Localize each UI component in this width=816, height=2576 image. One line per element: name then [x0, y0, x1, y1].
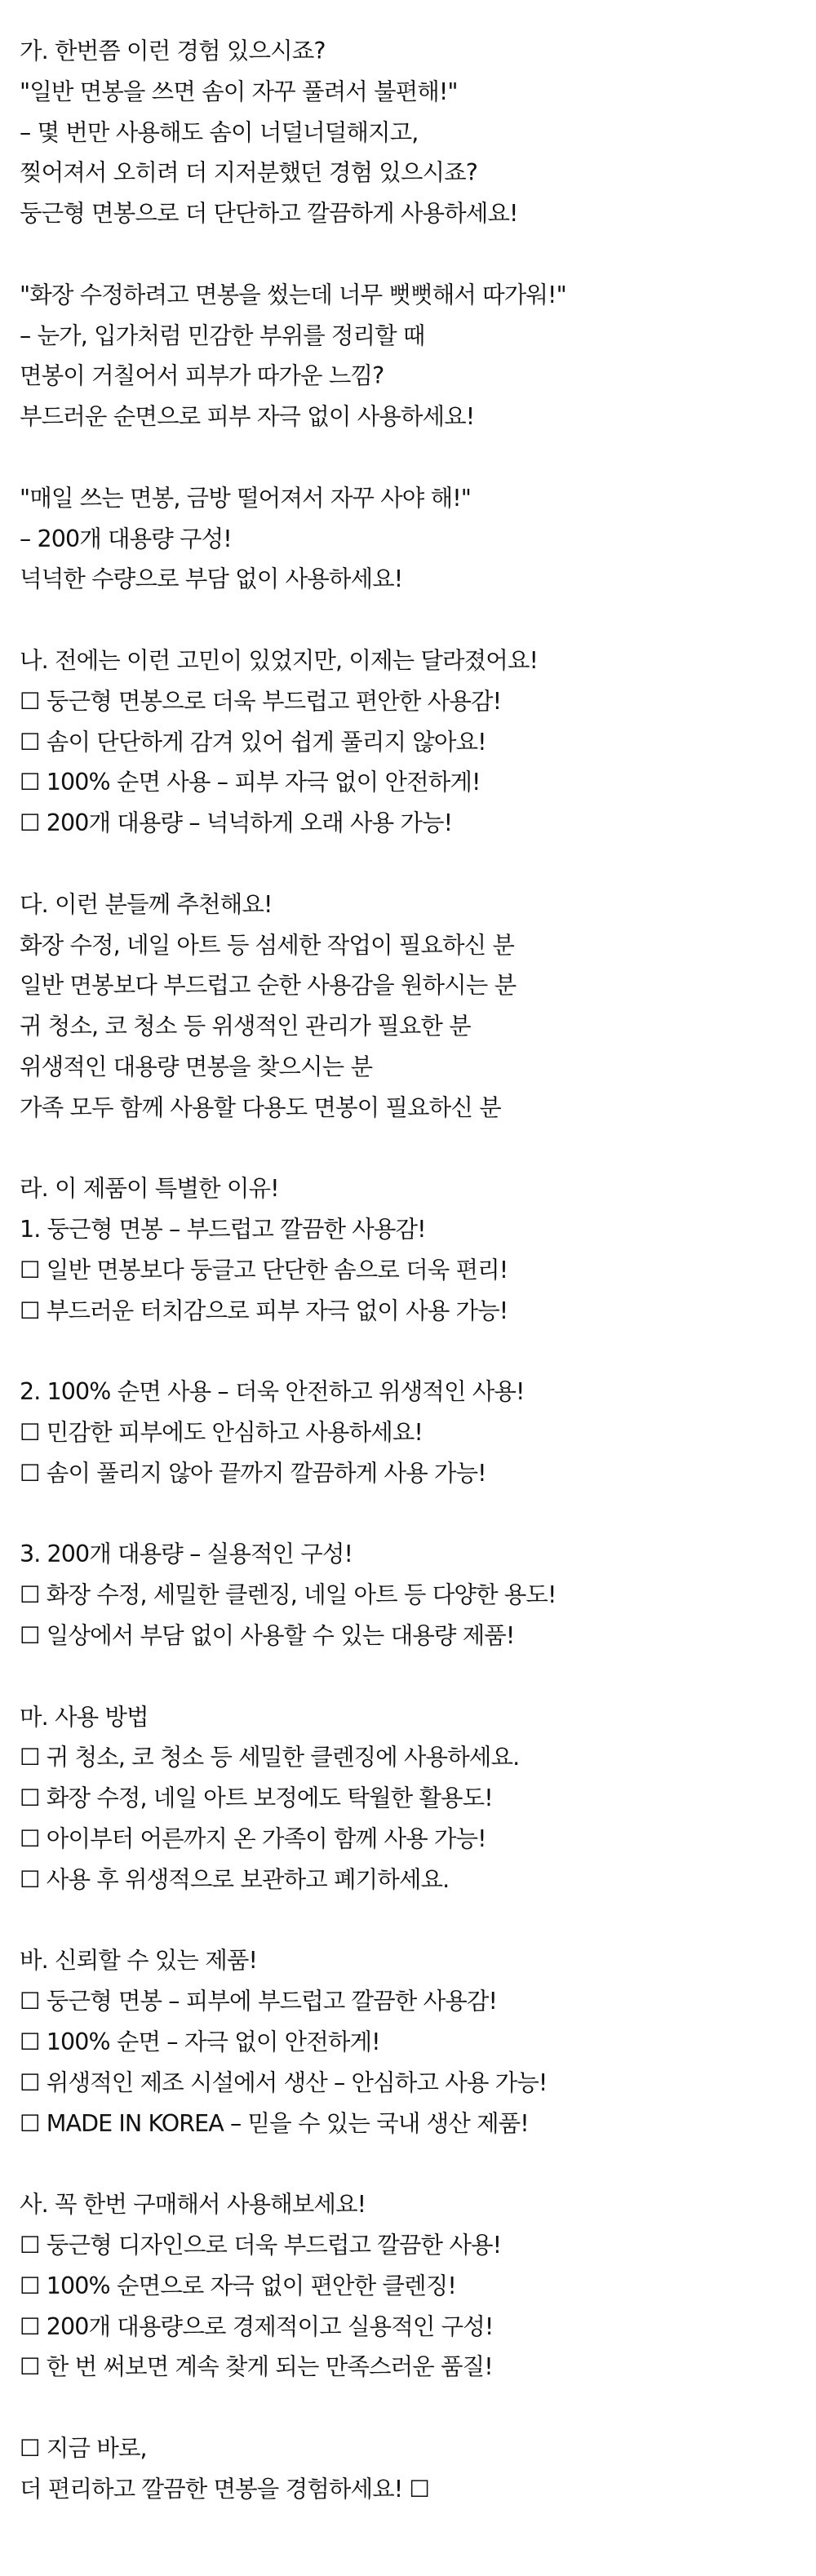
- text-line: "일반 면봉을 쓰면 솜이 자꾸 풀려서 불편해!": [20, 78, 458, 105]
- text-line: ☐ 100% 순면으로 자극 없이 편안한 클렌징!: [20, 2272, 456, 2299]
- text-line: ☐ 귀 청소, 코 청소 등 세밀한 클렌징에 사용하세요.: [20, 1744, 520, 1771]
- text-line: ☐ 한 번 써보면 계속 찾게 되는 만족스러운 품질!: [20, 2353, 493, 2381]
- paragraph-block: [20, 2184, 816, 2388]
- text-line: 둥근형 면봉으로 더 단단하고 깔끔하게 사용하세요!: [20, 200, 518, 228]
- paragraph-block: [20, 2428, 816, 2510]
- text-line: 일반 면봉보다 부드럽고 순한 사용감을 원하시는 분: [20, 972, 517, 1000]
- text-line: ☐ 100% 순면 사용 – 피부 자극 없이 안전하게!: [20, 769, 481, 796]
- paragraph-spacer: [20, 1494, 816, 1535]
- paragraph-block: [20, 1940, 816, 2144]
- paragraph-heading-line: ☐ 지금 바로,: [20, 2435, 147, 2463]
- paragraph-block: [20, 1168, 816, 1331]
- text-line: ☐ 둥근형 면봉으로 더욱 부드럽고 편안한 사용감!: [20, 687, 502, 715]
- text-line: ☐ 민감한 피부에도 안심하고 사용하세요!: [20, 1419, 423, 1447]
- text-line: 더 편리하고 깔끔한 면봉을 경험하세요! ☐: [20, 2475, 430, 2503]
- text-line: ☐ 화장 수정, 네일 아트 보정에도 탁월한 활용도!: [20, 1785, 493, 1812]
- paragraph-block: [20, 1534, 816, 1656]
- text-line: ☐ 일상에서 부담 없이 사용할 수 있는 대용량 제품!: [20, 1622, 515, 1650]
- text-line: 귀 청소, 코 청소 등 위생적인 관리가 필요한 분: [20, 1013, 471, 1040]
- paragraph-block: [20, 275, 816, 437]
- paragraph-spacer: [20, 1656, 816, 1697]
- paragraph-heading-line: 가. 한번쯤 이런 경험 있으시죠?: [20, 38, 326, 64]
- text-line: 부드러운 순면으로 피부 자극 없이 사용하세요!: [20, 403, 475, 431]
- paragraph-heading-line: 사. 꼭 한번 구매해서 사용해보세요!: [20, 2191, 366, 2219]
- paragraph-spacer: [20, 2388, 816, 2428]
- text-line: ☐ 부드러운 터치감으로 피부 자극 없이 사용 가능!: [20, 1297, 508, 1324]
- paragraph-block: [20, 478, 816, 600]
- paragraph-heading-line: 나. 전에는 이런 고민이 있었지만, 이제는 달라졌어요!: [20, 646, 539, 674]
- text-line: ☐ 사용 후 위생적으로 보관하고 폐기하세요.: [20, 1865, 450, 1893]
- text-line: ☐ 솜이 풀리지 않아 끝까지 깔끔하게 사용 가능!: [20, 1459, 486, 1487]
- paragraph-block: [20, 1372, 816, 1493]
- paragraph-heading-line: 바. 신뢰할 수 있는 제품!: [20, 1947, 258, 1975]
- paragraph-heading-line: 라. 이 제품이 특별한 이유!: [20, 1175, 279, 1203]
- text-line: 1. 둥근형 면봉 – 부드럽고 깔끔한 사용감!: [20, 1216, 426, 1244]
- paragraph-spacer: [20, 1900, 816, 1941]
- paragraph-heading-line: "매일 쓰는 면봉, 금방 떨어져서 자꾸 사야 해!": [20, 484, 471, 512]
- text-line: ☐ 둥근형 면봉 – 피부에 부드럽고 깔끔한 사용감!: [20, 1988, 497, 2015]
- text-line: ☐ 둥근형 디자인으로 더욱 부드럽고 깔끔한 사용!: [20, 2232, 502, 2259]
- text-line: – 몇 번만 사용해도 솜이 너덜너덜해지고,: [20, 118, 419, 146]
- paragraph-heading-line: 3. 200개 대용량 – 실용적인 구성!: [20, 1541, 353, 1568]
- text-line: ☐ MADE IN KOREA – 믿을 수 있는 국내 생산 제품!: [20, 2109, 529, 2137]
- text-line: 넉넉한 수량으로 부담 없이 사용하세요!: [20, 565, 403, 593]
- paragraph-heading-line: 2. 100% 순면 사용 – 더욱 안전하고 위생적인 사용!: [20, 1378, 525, 1406]
- paragraph-spacer: [20, 2144, 816, 2184]
- text-line: ☐ 위생적인 제조 시설에서 생산 – 안심하고 사용 가능!: [20, 2068, 548, 2096]
- text-line: 면봉이 거칠어서 피부가 따가운 느낌?: [20, 362, 384, 390]
- paragraph-block: [20, 885, 816, 1128]
- text-line: ☐ 일반 면봉보다 둥글고 단단한 솜으로 더욱 편리!: [20, 1256, 508, 1284]
- text-line: 화장 수정, 네일 아트 등 섬세한 작업이 필요하신 분: [20, 931, 515, 959]
- text-line: – 눈가, 입가처럼 민감한 부위를 정리할 때: [20, 321, 425, 349]
- text-line: 위생적인 대용량 면봉을 찾으시는 분: [20, 1053, 373, 1080]
- paragraph-block: [20, 1697, 816, 1900]
- text-line: ☐ 200개 대용량 – 넉넉하게 오래 사용 가능!: [20, 809, 453, 837]
- text-line: – 200개 대용량 구성!: [20, 525, 232, 552]
- paragraph-spacer: [20, 600, 816, 641]
- paragraph-heading-line: 마. 사용 방법: [20, 1703, 149, 1731]
- paragraph-spacer: [20, 844, 816, 885]
- paragraph-spacer: [20, 1332, 816, 1372]
- text-line: ☐ 아이부터 어른까지 온 가족이 함께 사용 가능!: [20, 1825, 486, 1853]
- text-line: ☐ 100% 순면 – 자극 없이 안전하게!: [20, 2028, 380, 2056]
- paragraph-spacer: [20, 437, 816, 478]
- paragraph-heading-line: 다. 이런 분들께 추천해요!: [20, 890, 273, 918]
- text-line: 찢어져서 오히려 더 지저분했던 경험 있으시죠?: [20, 159, 478, 187]
- paragraph-heading-line: "화장 수정하려고 면봉을 썼는데 너무 뻣뻣해서 따가워!": [20, 281, 566, 308]
- paragraph-block: [20, 641, 816, 844]
- text-line: ☐ 화장 수정, 세밀한 클렌징, 네일 아트 등 다양한 용도!: [20, 1581, 557, 1609]
- text-line: ☐ 200개 대용량으로 경제적이고 실용적인 구성!: [20, 2312, 494, 2340]
- paragraph-block: [20, 31, 816, 234]
- paragraph-spacer: [20, 1128, 816, 1169]
- text-line: ☐ 솜이 단단하게 감겨 있어 쉽게 풀리지 않아요!: [20, 728, 486, 756]
- text-line: 가족 모두 함께 사용할 다용도 면봉이 필요하신 분: [20, 1093, 501, 1121]
- paragraph-spacer: [20, 234, 816, 275]
